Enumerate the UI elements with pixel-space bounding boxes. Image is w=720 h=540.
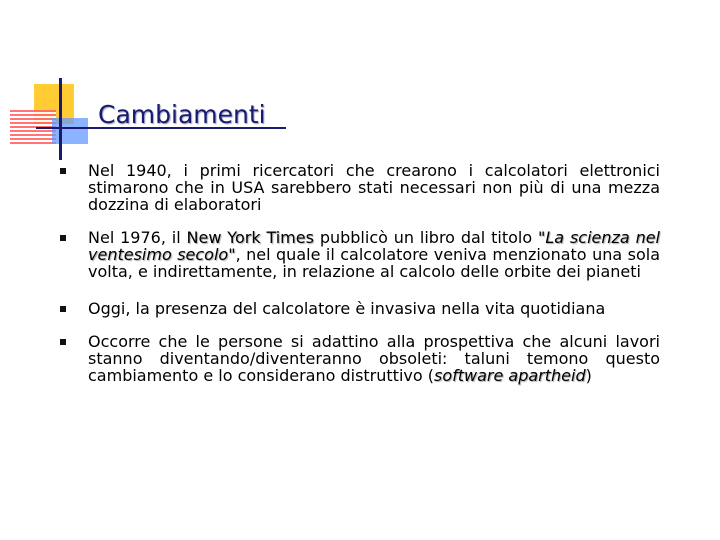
- bullet-square-icon: [60, 235, 66, 241]
- newspaper-name: New York Times: [186, 228, 314, 247]
- deco-blue-square: [52, 118, 88, 144]
- bullet-text-middle: pubblicò un libro dal titolo: [313, 228, 538, 247]
- bullet-text: Oggi, la presenza del calcolatore è invasiva nella vita quotidiana: [88, 299, 606, 318]
- bullet-item-4: [60, 333, 660, 384]
- bullet-square-icon: [60, 339, 66, 345]
- bullet-text-tail: ): [585, 366, 592, 385]
- software-apartheid-term: software apartheid: [433, 366, 586, 385]
- bullet-text-tail: , nel quale il calcolatore veniva menzionato una sola volta, e indirettamente, in relazione al calcolo delle orbite dei pianeti: [88, 245, 661, 281]
- bullet-list: [60, 162, 660, 400]
- slide-title: Cambiamenti: [98, 100, 266, 129]
- bullet-text-lead: Occorre che le persone si adattino alla prospettiva che alcuni lavori stanno diventando/diventeranno obsoleti: taluni temono questo cambiamento e lo considerano distruttivo (: [88, 332, 660, 385]
- deco-vertical-line: [59, 78, 62, 160]
- bullet-item-1: [60, 162, 660, 213]
- bullet-text: Nel 1940, i primi ricercatori che crearono i calcolatori elettronici stimarono che in USA sarebbero stati necessari non più di una mezza dozzina di elaboratori: [88, 161, 660, 214]
- bullet-square-icon: [60, 168, 66, 174]
- bullet-square-icon: [60, 306, 66, 312]
- bullet-item-2: [60, 229, 660, 280]
- book-title: "La scienza nel ventesimo secolo": [88, 228, 661, 264]
- bullet-item-3: [60, 300, 660, 317]
- bullet-text-lead: Nel 1976, il: [88, 228, 187, 247]
